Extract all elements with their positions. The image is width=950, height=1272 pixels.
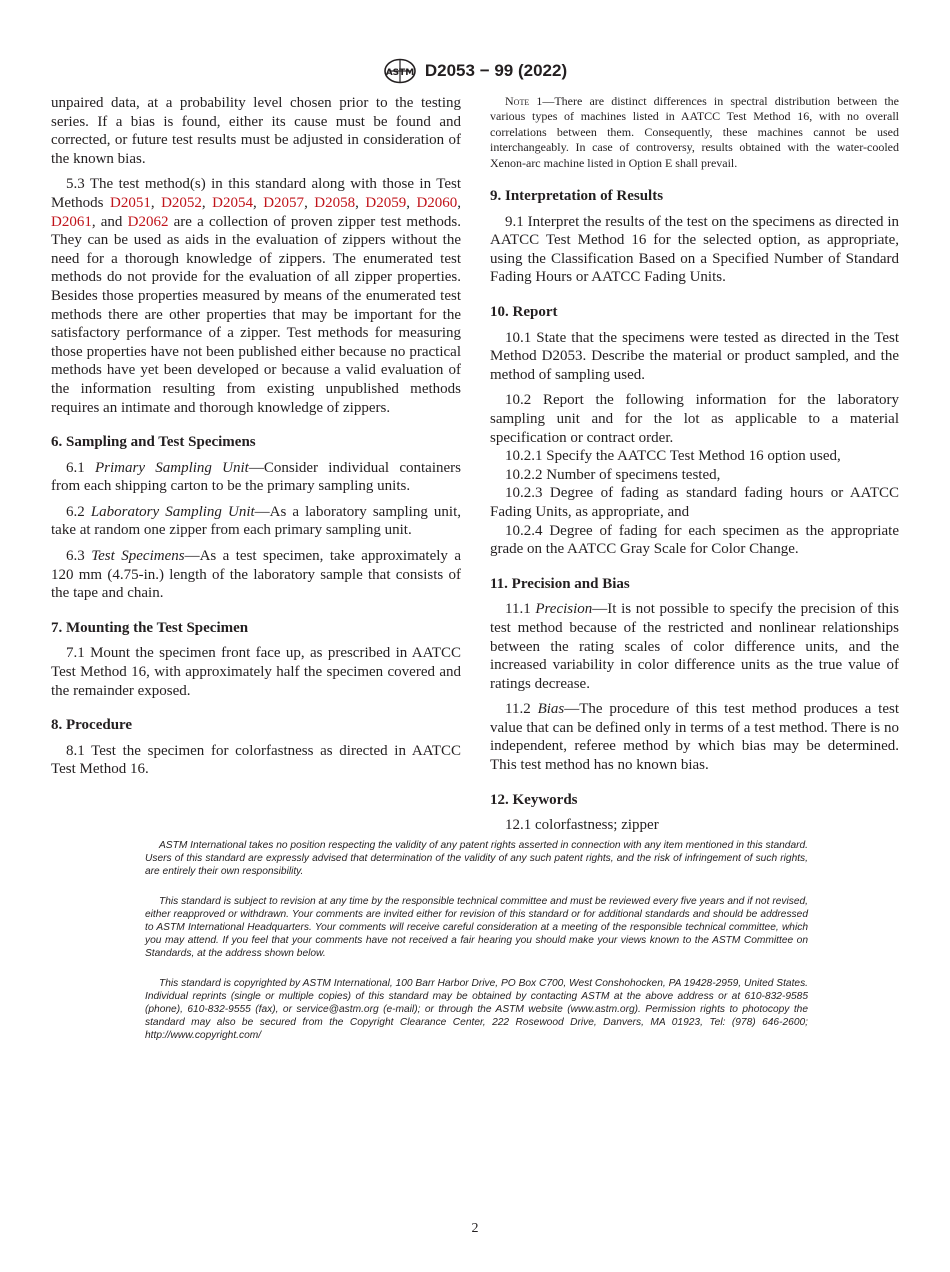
astm-logo-icon [383, 58, 417, 84]
section-6-heading: 6. Sampling and Test Specimens [51, 434, 256, 451]
section-10-heading: 10. Report [490, 304, 558, 320]
paragraph-6-2: 6.2 Laboratory Sampling Unit—As a laboratory sampling unit, take at random one zipper from each primary sampling unit. [51, 503, 461, 539]
patent-notice: ASTM International takes no position respecting the validity of any patent rights asserted in connection with any item mentioned in this standard. Users of this standard are expressly advised that determination of the validity of any such patent rights, and the risk of infringement of such rights, are entirely their own responsibility. [145, 840, 808, 878]
ref-link-d2057[interactable]: D2057 [263, 194, 305, 211]
ref-link-d2062[interactable]: D2062 [127, 213, 169, 230]
paragraph-7-1: 7.1 Mount the specimen front face up, as prescribed in AATCC Test Method 16, with approximately half the specimen covered and the remainder exposed. [51, 645, 461, 699]
paragraph-6-3: 6.3 Test Specimens—As a test specimen, take approximately a 120 mm (4.75-in.) length of the laboratory sample that consists of the tape and chain. [51, 548, 461, 602]
paragraph-11-2: 11.2 Bias—The procedure of this test method produces a test value that can be defined only in terms of a test method. There is no independent, referee method by which bias may be determined. This test method has no known bias. [490, 701, 899, 774]
paragraph-12-1: 12.1 colorfastness; zipper [505, 817, 659, 834]
page-number: 2 [471, 1221, 479, 1236]
footer-notices [145, 839, 808, 1059]
ref-link-d2058[interactable]: D2058 [314, 194, 356, 211]
paragraph-10-2: 10.2 Report the following information for the laboratory sampling unit and for the lot as applicable to a material specification or contract order. [490, 392, 899, 446]
ref-link-d2061[interactable]: D2061 [51, 213, 92, 230]
paragraph-10-2-3: 10.2.3 Degree of fading as standard fading hours or AATCC Fading Units, as appropriate, and [490, 485, 899, 520]
ref-link-d2051[interactable]: D2051 [109, 194, 151, 211]
paragraph-10-2-4: 10.2.4 Degree of fading for each specimen as the appropriate grade on the AATCC Gray Scale for Color Change. [490, 522, 899, 558]
section-12-heading: 12. Keywords [490, 791, 578, 808]
paragraph-6-1: 6.1 Primary Sampling Unit—Consider individual containers from each shipping carton to be the primary sampling units. [51, 459, 461, 495]
ref-link-d2060[interactable]: D2060 [416, 194, 458, 211]
copyright-notice: This standard is copyrighted by ASTM International, 100 Barr Harbor Drive, PO Box C700, West Conshohocken, PA 19428-2959, United States. Individual reprints (single or multiple copies) of this standard may be obtained by contacting ASTM at the above address or at 610-832-9585 (phone), 610-832-9555 (fax), or service@astm.org (e-mail); or through the ASTM website (www.astm.org). Permission rights to photocopy the standard may also be secured from the Copyright Clearance Center, 222 Rosewood Drive, Danvers, MA 01923, Tel: (978) 646-2600; http://www.copyright.com/ [145, 977, 808, 1042]
paragraph-8-1: 8.1 Test the specimen for colorfastness as directed in AATCC Test Method 16. [51, 742, 461, 778]
paragraph-9-1: 9.1 Interpret the results of the test on the specimens as directed in AATCC Test Method 16 for the selected option, as appropriate, using the Classification Based on a Specified Number of Standard Fading Hours or AATCC Fading Units. [490, 213, 899, 286]
page-header [0, 56, 950, 86]
svg-text:ASTM: ASTM [385, 68, 415, 78]
ref-link-d2059[interactable]: D2059 [365, 194, 407, 211]
paragraph-10-2-1: 10.2.1 Specify the AATCC Test Method 16 option used, [505, 448, 841, 465]
paragraph-11-1: 11.1 Precision—It is not possible to specify the precision of this test method because of the restricted and nonlinear relationships between the rating scales of color difference units, and the increased variability in color difference units as the true value of ratings decrease. [490, 601, 899, 692]
document-designation: D2053 − 99 (2022) [424, 61, 568, 80]
note-1: Note 1—There are distinct differences in spectral distribution between the various types of machines listed in AATCC Test Method 16, with no overall correlations between them. Consequently, these machines cannot be used interchangeably. In case of controversy, results obtained with the water-cooled Xenon-arc machine listed in Option E shall prevail. [490, 94, 899, 170]
revision-notice: This standard is subject to revision at any time by the responsible technical committee and must be reviewed every five years and if not revised, either reapproved or withdrawn. Your comments are invited either for revision of this standard or for additional standards and should be addressed to ASTM International Headquarters. Your comments will receive careful consideration at a meeting of the responsible technical committee, which you may attend. If you feel that your comments have not received a fair hearing you should make your views known to the ASTM Committee on Standards, at the address shown below. [145, 895, 808, 960]
section-11-heading: 11. Precision and Bias [490, 575, 630, 592]
paragraph-10-1: 10.1 State that the specimens were tested as directed in the Test Method D2053. Describe the material or product sampled, and the method of sampling used. [490, 329, 899, 383]
section-7-heading: 7. Mounting the Test Specimen [51, 619, 249, 636]
left-column [51, 94, 461, 786]
paragraph-10-2-2: 10.2.2 Number of specimens tested, [505, 466, 721, 483]
section-8-heading: 8. Procedure [51, 717, 133, 734]
ref-link-d2052[interactable]: D2052 [161, 194, 202, 211]
paragraph-5-2-continued: unpaired data, at a probability level chosen prior to the testing series. If a bias is found, either its cause must be found and corrected, or future test results must be adjusted in consideration of the known bias. [51, 95, 461, 167]
paragraph-5-3: 5.3 The test method(s) in this standard along with those in Test Methods D2051, D2052, D2054, D2057, D2058, D2059, D2060, D2061, and D2062 are a collection of proven zipper test methods. They can be used as aids in the evaluation of zippers without the need for a thorough knowledge of zippers. The enumerated test methods do not provide for the evaluation of all zipper properties. Besides those properties measured by means of the enumerated test methods there are other properties that may be important for the satisfactory performance of a zipper. Test methods for measuring those properties have not been published either because no practical methods have yet been developed or because a valid evaluation of the information resulting from existing unpublished methods requires an intimate and thorough knowledge of zippers. [51, 176, 462, 416]
section-9-heading: 9. Interpretation of Results [490, 188, 664, 205]
ref-link-d2054[interactable]: D2054 [212, 194, 253, 211]
right-column [490, 94, 899, 842]
